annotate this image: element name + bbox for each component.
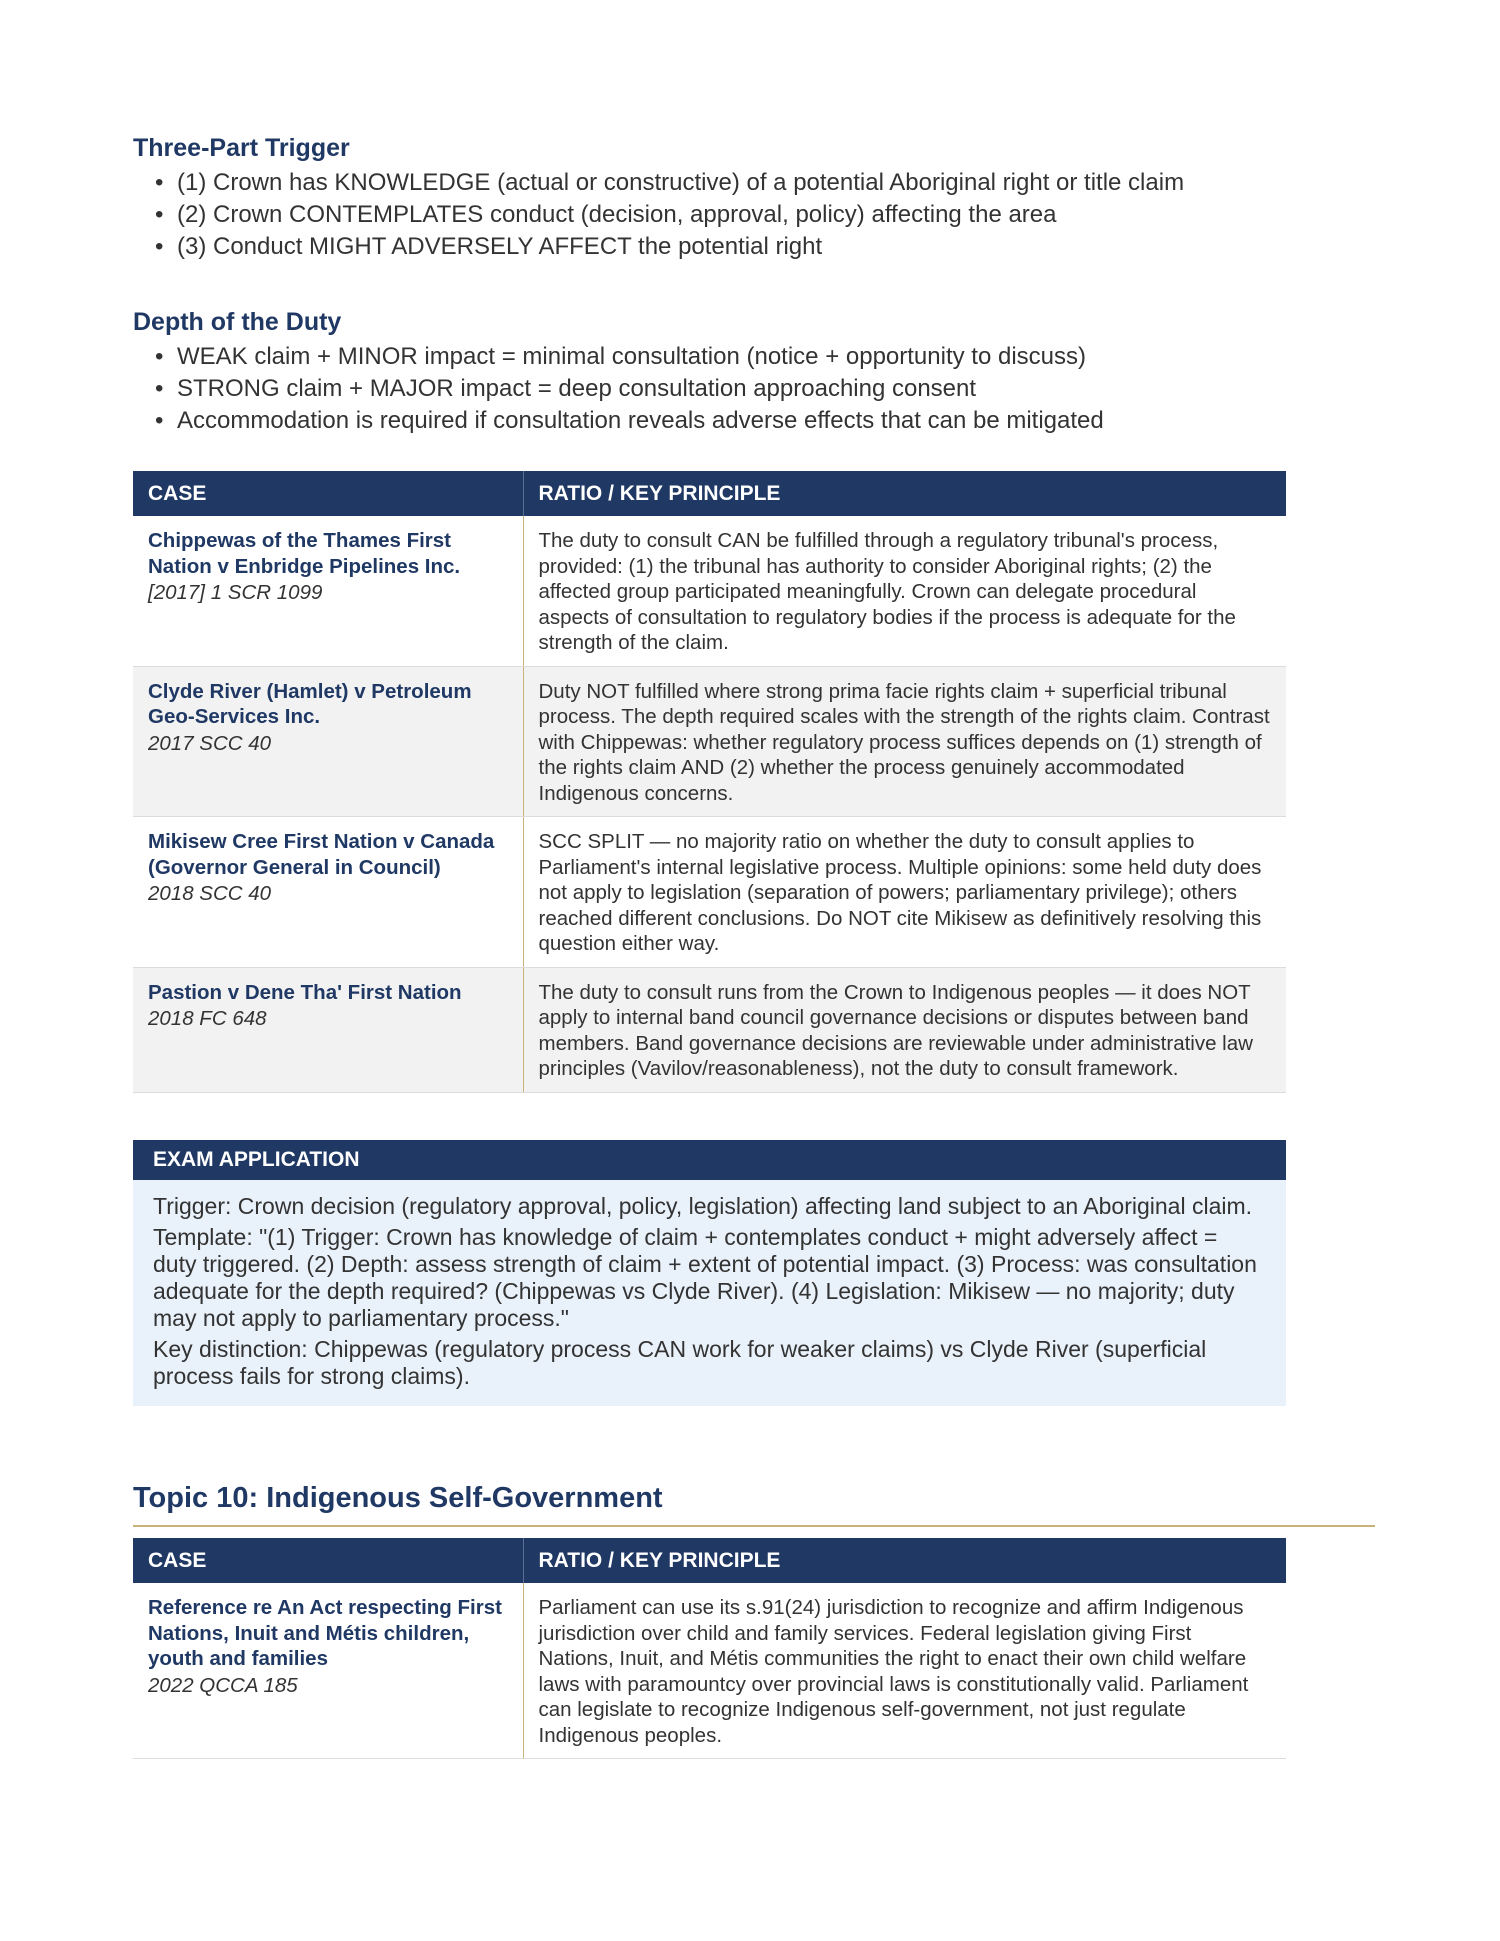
case-name: Chippewas of the Thames First Nation v Enbridge Pipelines Inc. bbox=[148, 529, 461, 578]
exam-distinction-paragraph: Key distinction: Chippewas (regulatory process CAN work for weaker claims) vs Clyde River (superficial process fails for strong claims). bbox=[153, 1336, 1207, 1389]
bullet-icon: • bbox=[155, 375, 164, 402]
topic-10-section bbox=[133, 1480, 1375, 1527]
depth-bullet-list bbox=[133, 341, 1104, 437]
trigger-bullet-2: • (2) Crown CONTEMPLATES conduct (decision, approval, policy) affecting the area bbox=[155, 199, 1184, 231]
exam-application-heading: EXAM APPLICATION bbox=[133, 1140, 1286, 1180]
case-name: Mikisew Cree First Nation v Canada (Governor General in Council) bbox=[148, 830, 495, 879]
ratio-cell: The duty to consult runs from the Crown to Indigenous peoples — it does NOT apply to internal band council governance decisions or disputes between band members. Band governance decisions are reviewable under administrative law principles (Vavilov/reasonableness), not the duty to consult framework. bbox=[523, 967, 1286, 1092]
case-cell bbox=[133, 817, 523, 968]
exam-application-body bbox=[133, 1180, 1286, 1406]
ratio-cell: The duty to consult CAN be fulfilled through a regulatory tribunal's process, provided: (1) the tribunal has authority to consider Aboriginal rights; (2) the affected group participated meaningfully. Crown can delegate procedural aspects of consultation to regulatory bodies if the process is adequate for the strength of the claim. bbox=[523, 516, 1286, 666]
table-row bbox=[133, 817, 1286, 968]
case-column-header: CASE bbox=[133, 471, 523, 516]
case-citation: 2018 SCC 40 bbox=[148, 882, 272, 905]
table-header-row bbox=[133, 1538, 1286, 1583]
self-government-case-table bbox=[133, 1538, 1286, 1759]
case-cell bbox=[133, 516, 523, 666]
trigger-bullet-list bbox=[133, 167, 1184, 263]
case-citation: 2018 FC 648 bbox=[148, 1007, 267, 1030]
ratio-cell: Duty NOT fulfilled where strong prima facie rights claim + superficial tribunal process. The depth required scales with the strength of the rights claim. Contrast with Chippewas: whether regulatory process suffices depends on (1) strength of the rights claim AND (2) whether the process genuinely accommodated Indigenous concerns. bbox=[523, 666, 1286, 817]
bullet-icon: • bbox=[155, 201, 164, 228]
depth-bullet-3: • Accommodation is required if consultation reveals adverse effects that can be mitigated bbox=[155, 405, 1104, 437]
trigger-bullet-1: • (1) Crown has KNOWLEDGE (actual or constructive) of a potential Aboriginal right or title claim bbox=[155, 167, 1184, 199]
exam-trigger-paragraph: Trigger: Crown decision (regulatory approval, policy, legislation) affecting land subject to an Aboriginal claim. bbox=[153, 1193, 1253, 1219]
table-row bbox=[133, 516, 1286, 666]
case-cell bbox=[133, 666, 523, 817]
ratio-column-header: RATIO / KEY PRINCIPLE bbox=[523, 1538, 1286, 1583]
depth-of-duty-section bbox=[133, 307, 1104, 437]
case-cell bbox=[133, 1583, 523, 1759]
table-row bbox=[133, 1583, 1286, 1759]
three-part-trigger-heading: Three-Part Trigger bbox=[133, 134, 350, 162]
bullet-icon: • bbox=[155, 343, 164, 370]
exam-application-box bbox=[133, 1140, 1286, 1406]
ratio-cell: Parliament can use its s.91(24) jurisdiction to recognize and affirm Indigenous jurisdiction over child and family services. Federal legislation giving First Nations, Inuit, and Métis communities the right to enact their own child welfare laws with paramountcy over provincial laws is constitutionally valid. Parliament can legislate to recognize Indigenous self-government, not just regulate Indigenous peoples. bbox=[523, 1583, 1286, 1759]
case-column-header: CASE bbox=[133, 1538, 523, 1583]
ratio-column-header: RATIO / KEY PRINCIPLE bbox=[523, 471, 1286, 516]
ratio-cell: SCC SPLIT — no majority ratio on whether the duty to consult applies to Parliament's internal legislative process. Multiple opinions: some held duty does not apply to legislation (separation of powers; parliamentary privilege); others reached different conclusions. Do NOT cite Mikisew as definitively resolving this question either way. bbox=[523, 817, 1286, 968]
table-header-row bbox=[133, 471, 1286, 516]
table-row bbox=[133, 967, 1286, 1092]
case-citation: 2022 QCCA 185 bbox=[148, 1673, 298, 1697]
depth-bullet-1: • WEAK claim + MINOR impact = minimal consultation (notice + opportunity to discuss) bbox=[155, 341, 1104, 373]
duty-to-consult-case-table bbox=[133, 471, 1286, 1093]
case-citation: 2017 SCC 40 bbox=[148, 731, 272, 755]
depth-of-duty-heading: Depth of the Duty bbox=[133, 308, 342, 336]
bullet-icon: • bbox=[155, 169, 164, 196]
table-row bbox=[133, 666, 1286, 817]
case-cell bbox=[133, 967, 523, 1092]
case-name: Pastion v Dene Tha' First Nation bbox=[148, 980, 462, 1004]
trigger-bullet-3: • (3) Conduct MIGHT ADVERSELY AFFECT the potential right bbox=[155, 231, 1184, 263]
exam-template-paragraph: Template: "(1) Trigger: Crown has knowledge of claim + contemplates conduct + might adversely affect = duty triggered. (2) Depth: assess strength of claim + extent of potential impact. (3) Process: was consultation adequate for the depth required? (Chippewas vs Clyde River). (4) Legislation: Mikisew — no majority; duty may not apply to parliamentary process." bbox=[153, 1224, 1257, 1331]
case-citation: [2017] 1 SCR 1099 bbox=[148, 581, 323, 604]
topic-10-heading: Topic 10: Indigenous Self-Government bbox=[133, 1480, 1375, 1527]
case-name: Clyde River (Hamlet) v Petroleum Geo-Services Inc. bbox=[148, 679, 472, 728]
depth-bullet-2: • STRONG claim + MAJOR impact = deep consultation approaching consent bbox=[155, 373, 1104, 405]
bullet-icon: • bbox=[155, 407, 164, 434]
case-name: Reference re An Act respecting First Nations, Inuit and Métis children, youth and families bbox=[148, 1596, 502, 1670]
bullet-icon: • bbox=[155, 233, 164, 260]
three-part-trigger-section bbox=[133, 133, 1184, 263]
